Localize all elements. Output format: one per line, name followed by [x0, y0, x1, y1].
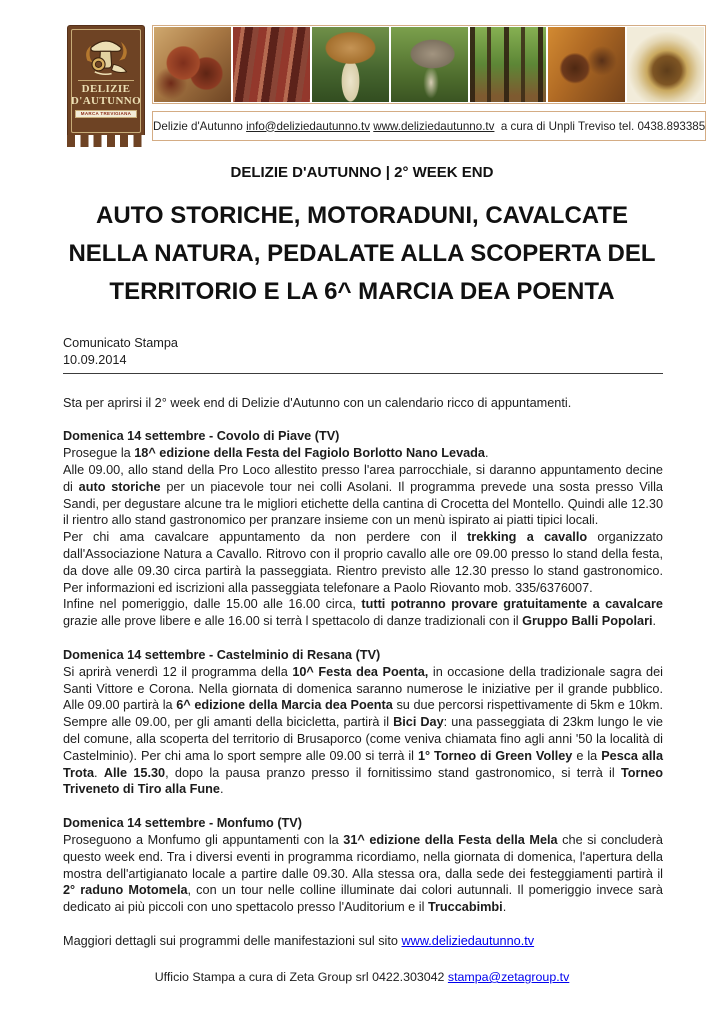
porcini-mushroom-photo: [312, 27, 389, 102]
section-heading-covolo: Domenica 14 settembre - Covolo di Piave (TV): [63, 429, 340, 444]
text-run: , con un tour nelle colline illuminate dai colori autunnali. Il pomeriggio invece sarà dedicato ai più piccoli con uno spettacolo presso l'Auditorium e il: [63, 883, 663, 915]
text-run: tutti potranno provare gratuitamente a cavalcare: [361, 597, 663, 612]
logo-word-delizie: DELIZIE: [81, 83, 131, 95]
intro-paragraph: Sta per aprirsi il 2° week end di Delizie d'Autunno con un calendario ricco di appuntamenti.: [63, 395, 572, 410]
text-run: 18^ edizione della Festa del Fagiolo Borlotto Nano Levada: [134, 446, 485, 461]
text-run: Ufficio Stampa a cura di Zeta Group srl 0422.303042: [154, 970, 448, 984]
text-run: Si aprirà venerdì 12 il programma della: [63, 664, 293, 679]
text-run: .: [94, 765, 104, 780]
closing-paragraph: [63, 933, 663, 950]
document-body: [63, 335, 663, 950]
paragraph: [63, 529, 663, 596]
logo-divider: [78, 80, 134, 81]
meat-skewers-photo: [233, 27, 310, 102]
text-run: auto storiche: [78, 479, 161, 494]
text-run: grazie alle prove libere e alle 16.00 si terrà l spettacolo di danze tradizionali con il: [63, 614, 523, 629]
chestnuts-in-burr-photo: [154, 27, 231, 102]
delizie-dautunno-logo: [67, 25, 145, 135]
text-run: Maggiori dettagli sui programmi delle manifestazioni sul sito: [63, 933, 402, 948]
text-run: 10^ Festa dea Poenta,: [292, 664, 429, 679]
text-run: 6^ edizione della Marcia dea Poenta: [176, 698, 393, 713]
text-run: Bici Day: [393, 715, 444, 730]
text-run: Alle 09.00, allo stand della Pro Loco allestito presso l'area parrocchiale, si daranno appuntamento decine di: [63, 462, 663, 494]
mushroom-dish-photo: [627, 27, 704, 102]
section-heading-castelminio: Domenica 14 settembre - Castelminio di Resana (TV): [63, 647, 381, 662]
event-kicker: DELIZIE D'AUTUNNO | 2° WEEK END: [230, 164, 494, 181]
text-run: per un piacevole tour nei colli Asolani. Il programma prevede una sosta presso Villa Sandi, per degustare alcune tra le migliori etichette della cantina di Crocetta del Montello. Quindi alle 12.30 il rientro allo stand gastronomico per pranzare insieme con un menù ispirato ai piatti tipici locali.: [63, 479, 663, 528]
mushroom-logo-icon: [78, 32, 134, 78]
press-release-label: Comunicato Stampa: [63, 336, 178, 350]
text-run: organizzato dall'Associazione Natura a Cavallo. Ritrovo con il proprio cavallo alle ore 09.00 presso lo stand della festa, da dove alle 09.30 circa partirà la passeggiata. Rientro previsto alle 12.30 presso lo stand gastronomico. Per informazioni ed iscrizioni alla passeggiata telefonare a Paolo Riovanto mob. 335/6376007.: [63, 530, 663, 595]
document-header: [67, 25, 706, 141]
text-run: .: [652, 614, 657, 629]
header-right-column: [152, 25, 706, 141]
logo-word-dautunno: D'AUTUNNO: [70, 95, 142, 107]
text-run: e la: [572, 748, 602, 763]
paragraph: [63, 445, 663, 462]
text-run: 31^ edizione della Festa della Mela: [343, 832, 558, 847]
header-website-link[interactable]: www.deliziedautunno.tv: [373, 119, 495, 133]
text-run: in occasione della tradizionale sagra dei Santi Vittore e Corona. Nella giornata di domenica saranno numerose le iniziative per il grande pubblico. Alle 09.00 partirà la: [63, 664, 663, 713]
press-release-date: 10.09.2014: [63, 352, 127, 367]
headline: AUTO STORICHE, MOTORADUNI, CAVALCATE NELLA NATURA, PEDALATE ALLA SCOPERTA DEL TERRITORIO E LA 6^ MARCIA DEA POENTA: [68, 202, 656, 305]
text-run: trekking a cavallo: [467, 530, 588, 545]
text-run: che si concluderà questo week end. Tra i diversi eventi in programma ricordiamo, nella giornata di domenica, l'apertura della mostra dell'artigianato locale a partire dalle 09.30. Alla stessa ora, dalla sede dei festeggiamenti partirà il: [63, 832, 663, 881]
text-run: 2° raduno Motomela: [63, 883, 188, 898]
text-run: Prosegue la: [63, 446, 135, 461]
logo-tagline: MARCA TREVIGIANA: [75, 110, 137, 118]
section-heading-monfumo: Domenica 14 settembre - Monfumo (TV): [63, 816, 302, 831]
text-run: Pesca alla Trota: [63, 748, 663, 780]
press-release-meta: [63, 335, 663, 369]
logo-teeth-decoration: [67, 135, 147, 147]
text-run: Delizie d'Autunno: [153, 119, 247, 133]
text-run: .: [502, 900, 507, 915]
footer-email-link[interactable]: stampa@zetagroup.tv: [447, 970, 570, 984]
text-run: Torneo Triveneto di Tiro alla Fune: [63, 765, 663, 797]
footer: [0, 970, 724, 984]
paragraph: [63, 664, 663, 798]
body-website-link[interactable]: www.deliziedautunno.tv: [401, 933, 535, 948]
paragraph: [63, 596, 663, 630]
header-email-link[interactable]: info@deliziedautunno.tv: [246, 119, 371, 133]
text-run: Proseguono a Monfumo gli appuntamenti con la: [63, 832, 344, 847]
text-run: , dopo la pausa pranzo presso il fornitissimo stand gastronomico, si terrà il: [165, 765, 621, 780]
chestnut-husks-photo: [548, 27, 625, 102]
text-run: Truccabimbi: [427, 900, 503, 915]
text-run: a cura di Unpli Treviso tel. 0438.893385: [494, 119, 706, 133]
contact-info-bar: [152, 111, 706, 141]
text-run: 1° Torneo di Green Volley: [417, 748, 573, 763]
paragraph: [63, 832, 663, 916]
text-run: Per chi ama cavalcare appuntamento da non perdere con il: [63, 530, 468, 545]
text-run: Gruppo Balli Popolari: [522, 614, 653, 629]
text-run: .: [485, 446, 489, 461]
meta-divider: [63, 373, 663, 374]
text-run: su due percorsi rispettivamente di 5km e 10km. Sempre alle 09.00, per gli amanti della bicicletta, partirà il: [63, 698, 663, 730]
text-run: .: [219, 782, 224, 797]
grey-mushroom-photo: [391, 27, 468, 102]
text-run: : una passeggiata di 23km lungo le vie del comune, alla scoperta del territorio di Brusaporco (come veniva chiamata fino agli anni '50 la località di Castelminio). Per chi ama lo sport sempre alle 09.00 si terrà il: [63, 715, 663, 763]
forest-trees-photo: [470, 27, 547, 102]
text-run: Infine nel pomeriggio, dalle 15.00 alle 16.00 circa,: [63, 597, 362, 612]
autumn-photo-strip: [152, 25, 706, 104]
text-run: Alle 15.30: [103, 765, 166, 780]
paragraph: [63, 462, 663, 529]
